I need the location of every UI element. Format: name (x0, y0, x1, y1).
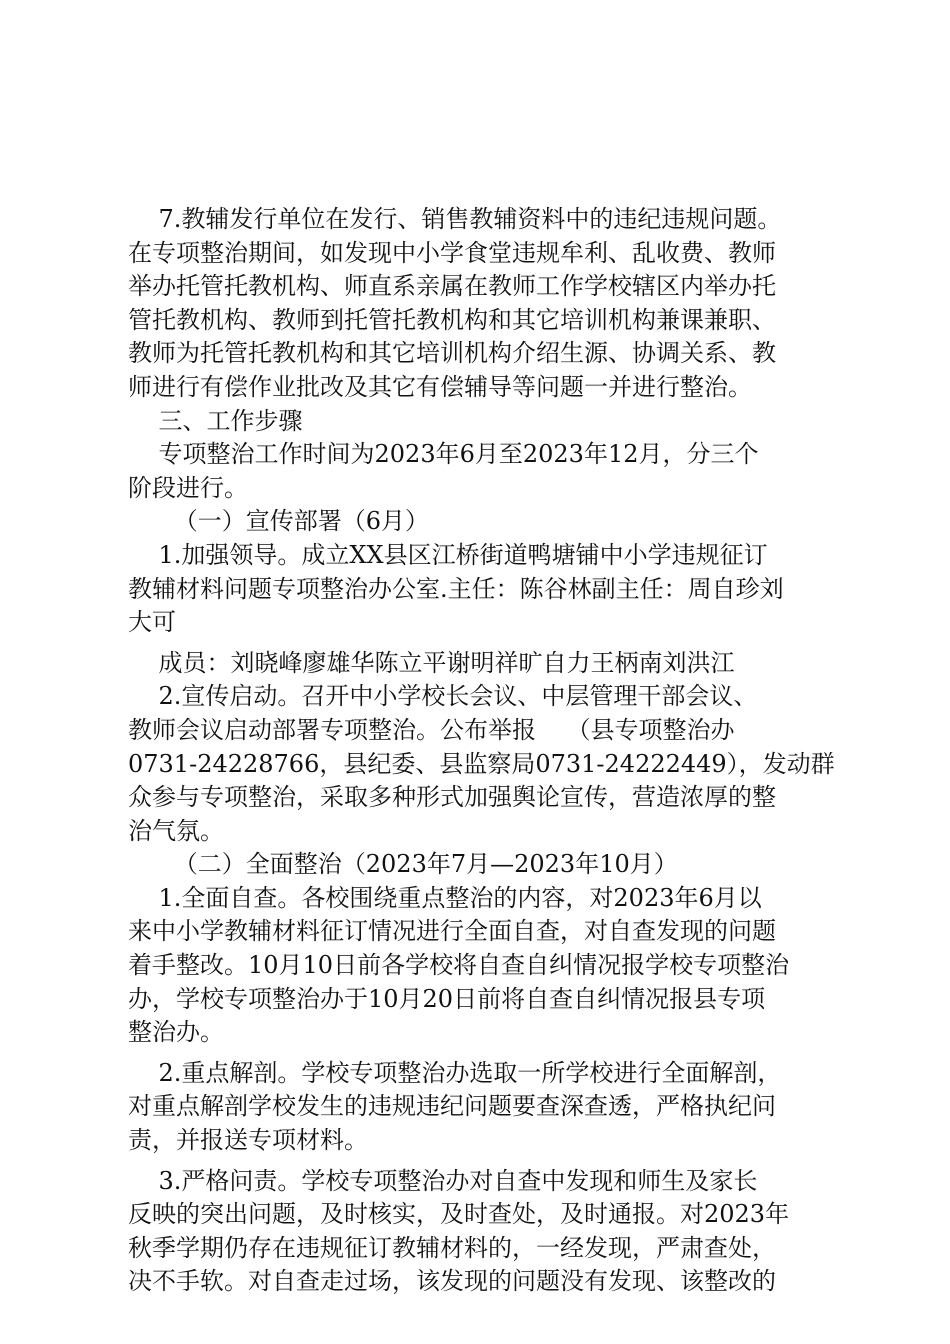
text-line: 责，并报送专项材料。 (128, 1126, 368, 1155)
text-line: 教师会议启动部署专项整治。公布举报 （县专项整治办 (128, 715, 735, 744)
text-line: 举办托管托教机构、师直系亲属在教师工作学校辖区内举办托 (128, 272, 776, 301)
text-line: 秋季学期仍存在违规征订教辅材料的，一经发现，严肃查处， (128, 1233, 776, 1262)
text-line: 办，学校专项整治办于10月20日前将自查自纠情况报县专项 (128, 984, 766, 1013)
text-line: 决不手软。对自查走过场，该发现的问题没有发现、该整改的 (128, 1267, 776, 1296)
text-line: 整治办。 (128, 1018, 224, 1047)
text-line: 3.严格问责。学校专项整治办对自查中发现和师生及家长 (128, 1166, 758, 1195)
text-line: 专项整治工作时间为2023年6月至2023年12月，分三个 (128, 440, 759, 469)
text-line: 管托教机构、教师到托管托教机构和其它培训机构兼课兼职、 (128, 305, 776, 334)
text-line: 教辅材料问题专项整治办公室.主任：陈谷林副主任：周自珍刘 (128, 574, 784, 603)
text-line: 教师为托管托教机构和其它培训机构介绍生源、协调关系、教 (128, 339, 776, 368)
section-heading: 三、工作步骤 (128, 406, 303, 435)
text-line: 阶段进行。 (128, 473, 248, 502)
text-line: 2.宣传启动。召开中小学校长会议、中层管理干部会议、 (128, 682, 758, 711)
text-line: 大可 (128, 608, 176, 637)
subsection-heading: （一）宣传部署（6月） (128, 507, 430, 536)
spacer (128, 1158, 828, 1165)
text-line: 众参与专项整治，采取多种形式加强舆论宣传，营造浓厚的整 (128, 783, 776, 812)
document-body (128, 203, 835, 1299)
text-line: 成员：刘晓峰廖雄华陈立平谢明祥旷自力王柄南刘洪江 (128, 648, 735, 677)
text-line: 着手整改。10月10日前各学校将自查自纠情况报学校专项整治 (128, 951, 790, 980)
text-line: 师进行有偿作业批改及其它有偿辅导等问题一并进行整治。 (128, 372, 752, 401)
text-line: 来中小学教辅材料征订情况进行全面自查，对自查发现的问题 (128, 917, 776, 946)
text-line: 7.教辅发行单位在发行、销售教辅资料中的违纪违规问题。 (128, 205, 782, 233)
text-line: 治气氛。 (128, 816, 224, 845)
text-line: 1.加强领导。成立XX县区江桥街道鸭塘铺中小学违规征订 (128, 540, 768, 569)
text-line: 1.全面自查。各校围绕重点整治的内容，对2023年6月以 (128, 883, 762, 912)
text-line: 反映的突出问题，及时核实，及时查处，及时通报。对2023年 (128, 1200, 790, 1229)
spacer (128, 640, 828, 647)
text-line: 在专项整治期间，如发现中小学食堂违规牟利、乱收费、教师 (128, 238, 776, 267)
text-line: 0731-24228766，县纪委、县监察局0731-24222449），发动群 (128, 749, 835, 778)
subsection-heading: （二）全面整治（2023年7月—2023年10月） (128, 850, 678, 879)
text-line: 对重点解剖学校发生的违规违纪问题要查深查透，严格执纪问 (128, 1092, 776, 1121)
text-line: 2.重点解剖。学校专项整治办选取一所学校进行全面解剖， (128, 1058, 782, 1087)
spacer (128, 1050, 828, 1057)
